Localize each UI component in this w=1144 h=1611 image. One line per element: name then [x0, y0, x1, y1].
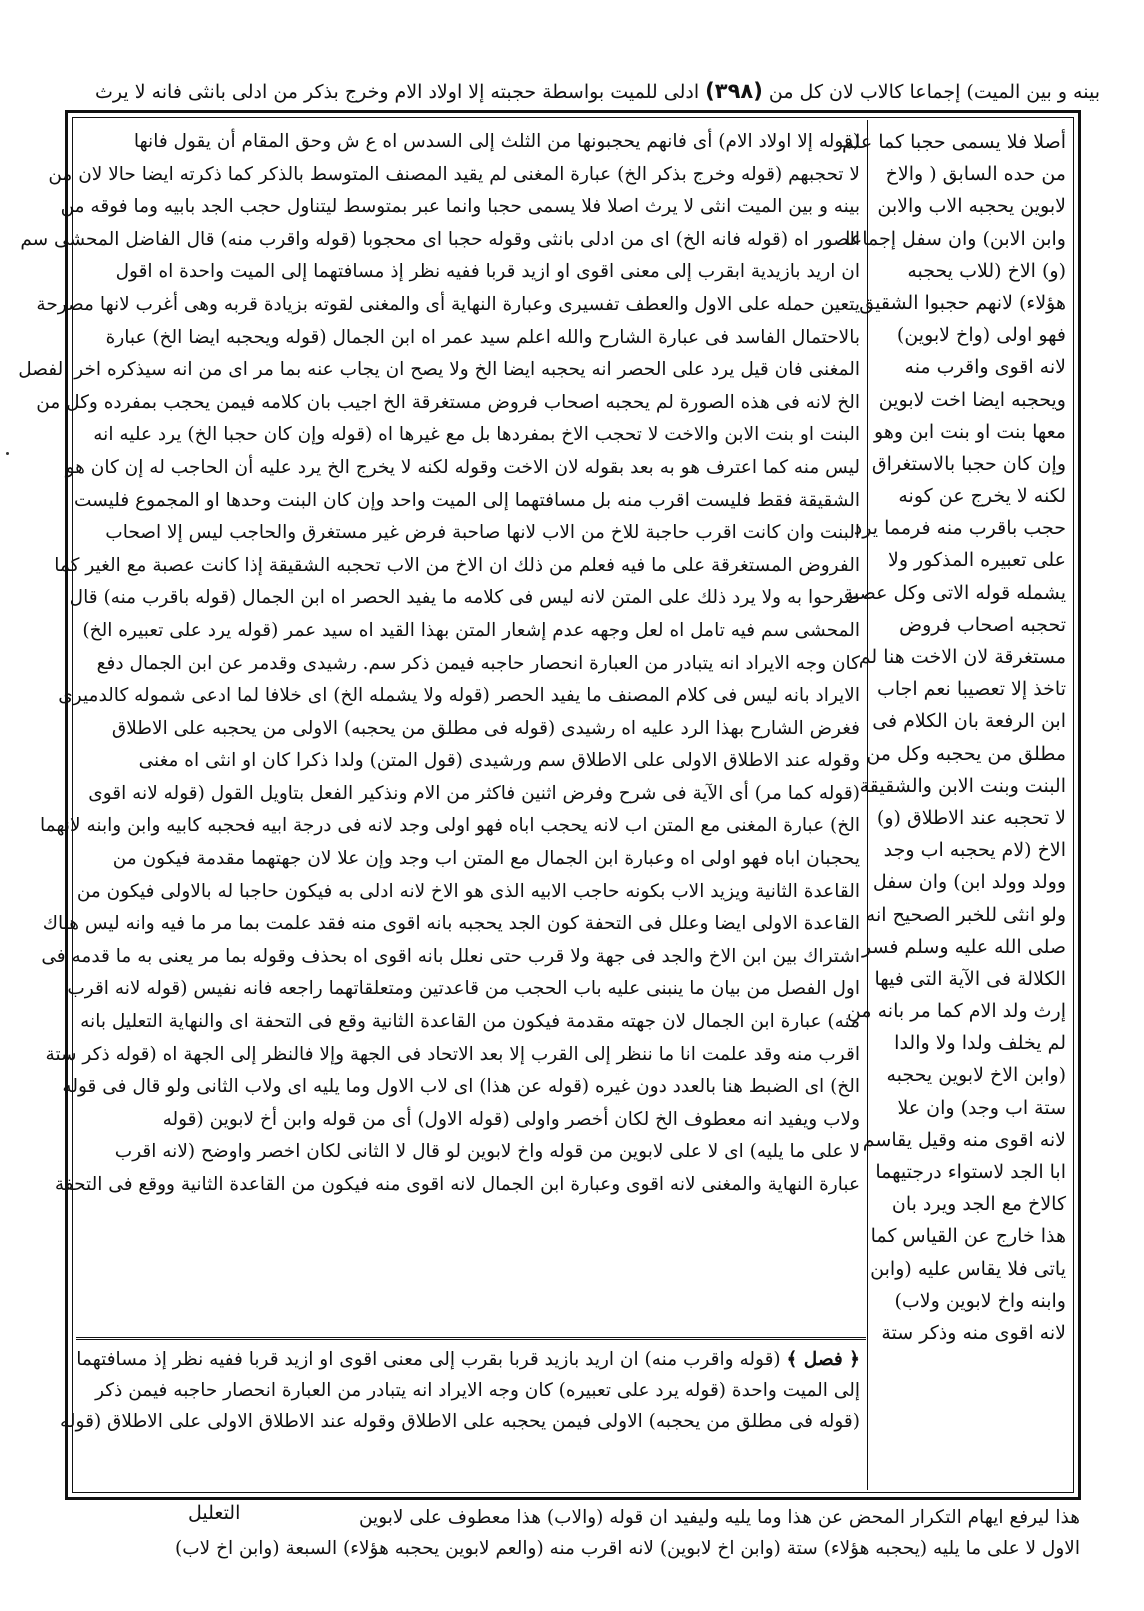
fasl-section	[60, 1344, 860, 1484]
bottom-line-2-text: الاول لا على ما يليه (يحجبه هؤلاء) ستة (وابن اخ لابوين) لانه اقرب منه (والعم لابوين يحجبه هؤلاء) السبعة (وابن اخ لاب)	[175, 1538, 1080, 1559]
bottom-line-1-text: هذا ليرفع ايهام التكرار المحض عن هذا وما يليه وليفيد ان قوله (والاب) هذا معطوف على لابوين	[358, 1507, 1080, 1528]
top-line-right: بينه و بين الميت) إجماعا كالاب لان كل من	[768, 81, 1100, 103]
main-text-line: مستغرقة لان الاخت هنا لم	[858, 646, 1066, 668]
main-text-line: لانه اقوى واقرب منه	[904, 356, 1066, 379]
fasl-divider	[76, 1337, 866, 1340]
fasl-line	[76, 1344, 860, 1375]
main-text-line: لانه اقوى منه وذكر ستة	[881, 1321, 1066, 1344]
fasl-label: ﴿ فصل ﴾	[786, 1349, 860, 1370]
main-text-line: الكلالة فى الآية التى فيها	[874, 967, 1066, 990]
main-text-line: البنت وبنت الابن والشقيقة	[859, 774, 1066, 797]
commentary-line: منه) عبارة ابن الجمال لان جهته مقدمة فيكون من القاعدة الثانية وقع فى التحفة اى والنهاية التعليل بانه	[80, 1011, 860, 1033]
fasl-line	[60, 1406, 860, 1437]
commentary-line: لا تحجبهم (قوله وخرج بذكر الخ) عبارة المغنى لم يقيد المصنف المتوسط بالذكر كما ذكرته ايضا حالا لان من	[48, 163, 860, 185]
main-text-line: من حده السابق ( والاخ	[885, 163, 1066, 186]
main-text-line: لم يخلف ولدا ولا والدا	[894, 1032, 1066, 1055]
main-text-line: معها بنت او بنت ابن وهو	[874, 420, 1066, 443]
commentary-line: البنت او بنت الابن والاخت لا تحجب الاخ بمفردها بل مع غيرها اه (قوله وإن كان حجبا الخ) يرد عليه انه	[93, 424, 860, 446]
main-text-line: وولد وولد ابن) وان سفل	[872, 871, 1066, 894]
main-text-line: ياتى فلا يقاس عليه (وابن	[870, 1257, 1066, 1280]
main-text-line: ستة اب وجد) وان علا	[897, 1096, 1066, 1119]
main-text-line: لكنه لا يخرج عن كونه	[898, 485, 1066, 508]
bottom-line-2	[70, 1533, 1080, 1564]
main-text-line: لانه اقوى منه وقيل يقاسم	[862, 1128, 1066, 1151]
main-text-line: مطلق من يحجبه وكل من	[866, 742, 1066, 765]
main-text-line: تاخذ إلا تعصيبا نعم اجاب	[876, 678, 1066, 701]
commentary-line: البنت وان كانت اقرب حاجبة للاخ من الاب لانها صاحبة فرض غير مستغرق والحاجب ليس إلا اصحاب	[105, 522, 860, 544]
commentary-line: يتعين حمله على الاول والعطف تفسيرى وعبارة النهاية أى والمغنى لقوته بزيادة قربه وهى أغرب لانها مصرحة	[36, 293, 860, 315]
column-divider	[867, 120, 868, 1490]
bottom-word: التعليل	[188, 1502, 241, 1524]
fasl-line-text: إلى الميت واحدة (قوله يرد على تعبيره) كان وجه الايراد انه يتبادر من العبارة انحصار حاجبه فيمن ذكر	[95, 1380, 860, 1401]
main-text-line: حجب باقرب منه فرمما يرد	[853, 517, 1066, 540]
commentary-line: الايراد بانه ليس فى كلام المصنف ما يفيد الحصر (قوله ولا يشمله الخ) اى خلافا لما ادعى شموله كالدميرى	[58, 685, 860, 707]
commentary-line: ان اريد بازيدية ابقرب إلى معنى اقوى او ازيد قربا ففيه نظر إذ مسافتهما إلى الميت واحدة اه اقول	[115, 261, 860, 283]
main-text-line: هذا خارج عن القياس كما	[870, 1225, 1066, 1248]
main-text-line: إرث ولد الام كما مر بانه من	[846, 1000, 1066, 1023]
main-text-line: ولو انثى للخبر الصحيح انه	[865, 903, 1066, 926]
main-text-line: تحجبه اصحاب فروض	[899, 613, 1066, 636]
commentary-line: القاعدة الاولى ايضا وعلل فى التحفة كون الجد يحجبه بانه اقوى منه فقد علمت بما مر ما فيه وانه ليس هناك	[42, 913, 860, 935]
commentary-line: الفروض المستغرقة على ما فيه فعلم من ذلك ان الاخ من الاب تحجبه الشقيقة إذا كانت عصبة مع الغير كما	[54, 554, 860, 576]
commentary-line: عبارة النهاية والمغنى لانه اقوى وعبارة ابن الجمال لانه اقوى منه فيكون من القاعدة الثانية ووقع فى التحفة	[54, 1174, 860, 1195]
commentary-line: لا على ما يليه) اى لا على لابوين من قوله واخ لابوين لو قال لا الثانى لكان اخصر واوضح (لانه اقرب	[114, 1141, 860, 1163]
commentary-line: (قوله كما مر) أى الآية فى شرح وفرض اثنين فاكثر من الام ونذكير الفعل بتاويل القول (قوله لانه اقوى	[88, 782, 860, 804]
main-text-line: ابا الجد لاستواء درجتيهما	[875, 1161, 1066, 1183]
page-number: (٣٩٨)	[705, 79, 763, 103]
commentary-line: ليس منه كما اعترف هو به بعد بقوله لان الاخت وقوله لكنه لا يخرج الخ يرد عليه أن الحاجب له إن كان هو	[65, 456, 860, 478]
commentary-line: المحشى سم فيه تامل اه لعل وجهه عدم إشعار المتن بهذا القيد اه سيد عمر (قوله يرد على تعبيره الخ)	[82, 619, 860, 641]
fasl-line-text: (قوله فى مطلق من يحجبه) الاولى فيمن يحجبه على الاطلاق وقوله عند الاطلاق الاولى على الاطلاق (قوله	[60, 1411, 860, 1432]
margin-dot	[6, 452, 9, 455]
top-line-left: ادلى للميت بواسطة حجبته إلا اولاد الام وخرج بذكر من ادلى بانثى فانه لا يرث	[95, 81, 700, 103]
commentary-line: المغنى فان قيل يرد على الحصر انه يحجبه ايضا الخ ولا يصح ان يجاب عنه بما مر اى من انه سيذكره اخر الفصل	[18, 359, 860, 381]
main-text-line: كالاخ مع الجد ويرد بان	[891, 1193, 1066, 1216]
main-text-line: ابن الرفعة بان الكلام فى	[872, 710, 1066, 733]
commentary-line: يحجبان اباه فهو اولى اه وعبارة ابن الجمال مع المتن اب وجد وإن علا لان جهتهما مقدمة فيكون من	[112, 848, 860, 870]
main-text-line: (وابن الاخ لابوين يحجبه	[886, 1064, 1066, 1087]
commentary-line: صرحوا به ولا يرد ذلك على المتن لانه ليس فى كلامه ما يفيد الحصر اه ابن الجمال (قوله باقرب منه) قال	[69, 587, 860, 609]
commentary-line: الخ لانه فى هذه الصورة لم يحجبه اصحاب فروض مستغرقة الخ اجيب بان كلامه فيمن يحجب بمفرده وكل من	[36, 391, 860, 413]
commentary-line: اقرب منه وقد علمت انا ما ننظر إلى القرب إلا بعد الاتحاد فى الجهة وإلا فالنظر إلى الجهة اه (قوله ذكر ستة	[45, 1043, 860, 1065]
commentary-line: القاعدة الثانية ويزيد الاب بكونه حاجب الابيه الذى هو الاخ لانه ادلى به فيكون حاجبا له بالاولى فيكون من	[76, 880, 860, 902]
top-line	[60, 74, 1100, 108]
commentary-line: الخ) عبارة المغنى مع المتن اب لانه يحجب اباه فهو اولى وجد لانه فى درجة ابيه فحجبه كابيه وابن وابنه لانهما	[40, 815, 860, 837]
main-text-line: يشمله قوله الاتى وكل عصبة	[843, 581, 1066, 604]
commentary-column	[18, 126, 860, 1334]
main-text-line: وإن كان حجبا بالاستغراق	[871, 452, 1066, 475]
commentary-line: ولاب ويفيد انه معطوف الخ لكان أخصر واولى (قوله الاول) أى من قوله وابن أخ لابوين (قوله	[162, 1108, 860, 1130]
main-text-line: لابوين يحجبه الاب والابن	[877, 195, 1066, 218]
main-text-line: هؤلاء) لانهم حجبوا الشقيق	[859, 291, 1066, 314]
commentary-line: الصور اه (قوله فانه الخ) اى من ادلى بانثى وقوله حجبا اى محجوبا (قوله واقرب منه) قال الفاضل المحشى سم	[20, 228, 860, 250]
commentary-line: كان وجه الايراد انه يتبادر من العبارة انحصار حاجبه فيمن ذكر سم. رشيدى وقدمر عن ابن الجمال دفع	[96, 652, 860, 674]
fasl-line-text: (قوله واقرب منه) ان اريد بازيد قربا بقرب إلى معنى اقوى او ازيد قربا ففيه نظر إذ مسافتهما	[76, 1349, 781, 1370]
commentary-line: الشقيقة فقط فليست اقرب منه بل مسافتهما إلى الميت واحد وإن كان البنت وحدها او المجموع فليست	[74, 489, 860, 511]
fasl-line	[80, 1375, 860, 1406]
main-text-line: (و) الاخ (للاب يحجبه	[907, 259, 1066, 282]
commentary-line: الخ) اى الضبط هنا بالعدد دون غيره (قوله عن هذا) اى لاب الاول وما يليه اى ولاب الثانى ولو قال فى قوله	[62, 1076, 860, 1098]
main-text-line: فهو اولى (واخ لابوين)	[896, 324, 1066, 347]
commentary-line: اول الفصل من بيان ما ينبنى عليه باب الحجب من قاعدتين ومتعلقاتهما راجعه فانه نفيس (قوله لانه اقرب	[67, 978, 860, 1000]
commentary-line: (قوله إلا اولاد الام) أى فانهم يحجبونها من الثلث إلى السدس اه ع ش وحق المقام أن يقول فانها	[133, 131, 860, 152]
main-text-line: ويحجبه ايضا اخت لابوين	[878, 388, 1066, 411]
main-text-line: وابن الابن) وان سفل إجماعا	[845, 227, 1066, 250]
main-text-line: أصلا فلا يسمى حجبا كما علم	[841, 131, 1066, 153]
commentary-line: اشتراك بين ابن الاخ والجد فى جهة ولا قرب حتى نعلل بانه اقوى اه بحذف وقوله بما مر يعنى به ما قدمه فى	[41, 945, 860, 967]
main-text-line: صلى الله عليه وسلم فسر	[861, 935, 1066, 958]
main-text-line: على تعبيره المذكور ولا	[887, 549, 1066, 572]
commentary-line: وقوله عند الاطلاق الاولى على الاطلاق سم ورشيدى (قول المتن) ولدا ذكرا كان او انثى اه مغنى	[138, 750, 860, 772]
main-text-line: الاخ (لام يحجبه اب وجد	[883, 839, 1066, 862]
commentary-line: بالاحتمال الفاسد فى عبارة الشارح والله اعلم سيد عمر اه ابن الجمال (قوله ويحجبه ايضا الخ) عبارة	[105, 326, 860, 348]
main-text-line: وابنه واخ لابوين ولاب)	[894, 1289, 1066, 1312]
commentary-line: فغرض الشارح بهذا الرد عليه اه رشيدى (قوله فى مطلق من يحجبه) الاولى من يحجبه على الاطلاق	[111, 717, 860, 739]
commentary-line: بينه و بين الميت انثى لا يرث اصلا فلا يسمى حجبا وانما عبر بمتوسط ليتناول حجب الجد بابيه وما فوقه من	[60, 196, 860, 218]
main-text-column	[841, 120, 1072, 1490]
main-text-line: لا تحجبه عند الاطلاق (و)	[876, 806, 1066, 829]
